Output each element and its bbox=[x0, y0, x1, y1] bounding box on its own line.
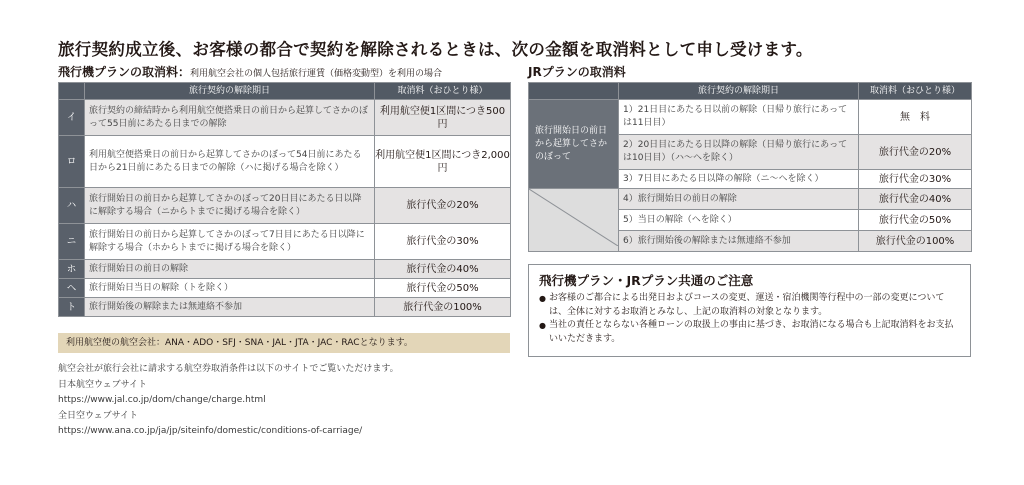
table-row bbox=[59, 224, 511, 260]
jr-header-blank bbox=[529, 83, 619, 100]
row-condition: 旅行開始日の前日から起算してさかのぼって7日目にあたる日以降に解除する場合（ホからトまでに掲げる場合を除く） bbox=[85, 224, 375, 260]
caution-item bbox=[539, 319, 960, 346]
row-fee: 旅行代金の100% bbox=[375, 298, 511, 317]
jr-header-fee: 取消料（おひとり様） bbox=[859, 83, 972, 100]
notes-intro: 航空会社が旅行会社に請求する航空券取消条件は以下のサイトでご覧いただけます。 bbox=[58, 364, 399, 374]
air-cancel-table bbox=[58, 82, 511, 317]
row-condition: 6）旅行開始後の解除または無連絡不参加 bbox=[619, 231, 859, 252]
jal-site-label: 日本航空ウェブサイト bbox=[58, 379, 148, 390]
table-row bbox=[59, 260, 511, 279]
air-header-mark bbox=[59, 83, 85, 100]
row-fee: 旅行代金の40% bbox=[859, 189, 972, 210]
row-condition: 2）20日目にあたる日以降の解除（日帰り旅行にあっては10日目）（ハ〜ヘを除く） bbox=[619, 135, 859, 170]
row-fee: 利用航空便1区間につき2,000円 bbox=[375, 136, 511, 188]
air-table-header bbox=[59, 83, 511, 100]
row-mark: イ bbox=[59, 100, 85, 136]
row-condition: 旅行開始日当日の解除（トを除く） bbox=[85, 279, 375, 298]
airline-links-notes bbox=[58, 362, 399, 440]
caution-text: 当社の責任とならない各種ローンの取扱上の事由に基づき、お取消になる場合も上記取消料をお支払いいただきます。 bbox=[549, 320, 954, 344]
table-row bbox=[59, 136, 511, 188]
table-row bbox=[59, 100, 511, 136]
table-row bbox=[59, 298, 511, 317]
row-fee: 無 料 bbox=[859, 100, 972, 135]
row-mark: ハ bbox=[59, 188, 85, 224]
table-row bbox=[529, 100, 972, 135]
bullet-icon: ● bbox=[539, 321, 546, 330]
row-fee: 旅行代金の30% bbox=[375, 224, 511, 260]
row-condition: 4）旅行開始日の前日の解除 bbox=[619, 189, 859, 210]
row-fee: 旅行代金の100% bbox=[859, 231, 972, 252]
jr-plan-title: JRプランの取消料 bbox=[528, 65, 626, 79]
airlines-note: 利用航空便の航空会社：ANA・ADO・SFJ・SNA・JAL・JTA・JAC・RACとなります。 bbox=[58, 333, 510, 353]
jr-period-label: 旅行開始日の前日から起算してさかのぼって bbox=[529, 100, 619, 189]
row-fee: 旅行代金の40% bbox=[375, 260, 511, 279]
air-plan-title-main: 飛行機プランの取消料： bbox=[58, 65, 191, 79]
row-mark: ヘ bbox=[59, 279, 85, 298]
ana-site-label: 全日空ウェブサイト bbox=[58, 410, 139, 421]
row-condition: 1）21日目にあたる日以前の解除（日帰り旅行にあっては11日目） bbox=[619, 100, 859, 135]
row-condition: 旅行開始日の前日から起算してさかのぼって20日目にあたる日以降に解除する場合（ニからトまでに掲げる場合を除く） bbox=[85, 188, 375, 224]
caution-title: 飛行機プラン・JRプラン共通のご注意 bbox=[539, 273, 754, 288]
row-fee: 旅行代金の50% bbox=[375, 279, 511, 298]
row-condition: 利用航空便搭乗日の前日から起算してさかのぼって54日前にあたる日から21日前にあたる日までの解除（ハに掲げる場合を除く） bbox=[85, 136, 375, 188]
jal-site-url[interactable]: https://www.jal.co.jp/dom/change/charge.html bbox=[58, 395, 266, 405]
row-condition: 旅行契約の締結時から利用航空便搭乗日の前日から起算してさかのぼって55日前にあたる日までの解除 bbox=[85, 100, 375, 136]
row-mark: ニ bbox=[59, 224, 85, 260]
row-fee: 旅行代金の20% bbox=[375, 188, 511, 224]
row-mark: ホ bbox=[59, 260, 85, 279]
air-plan-title bbox=[58, 63, 442, 80]
row-condition: 5）当日の解除（ヘを除く） bbox=[619, 210, 859, 231]
row-mark: ト bbox=[59, 298, 85, 317]
caution-text: お客様のご都合による出発日およびコースの変更、運送・宿泊機関等行程中の一部の変更については、全体に対するお取消とみなし、上記の取消料の対象となります。 bbox=[549, 293, 945, 317]
row-condition: 旅行開始後の解除または無連絡不参加 bbox=[85, 298, 375, 317]
jr-cancel-table bbox=[528, 82, 972, 252]
air-header-fee: 取消料（おひとり様） bbox=[375, 83, 511, 100]
row-condition: 旅行開始日の前日の解除 bbox=[85, 260, 375, 279]
row-fee: 旅行代金の50% bbox=[859, 210, 972, 231]
diagonal-line bbox=[529, 189, 618, 246]
jr-table-header bbox=[529, 83, 972, 100]
table-row bbox=[59, 279, 511, 298]
air-plan-subtitle: 利用航空会社の個人包括旅行運賃（価格変動型）を利用の場合 bbox=[190, 69, 443, 79]
row-mark: ロ bbox=[59, 136, 85, 188]
caution-item bbox=[539, 292, 960, 319]
table-row bbox=[59, 188, 511, 224]
diagonal-cell bbox=[529, 189, 619, 252]
row-fee: 利用航空便1区間につき500円 bbox=[375, 100, 511, 136]
row-fee: 旅行代金の30% bbox=[859, 170, 972, 189]
page-headline: 旅行契約成立後、お客様の都合で契約を解除されるときは、次の金額を取消料として申し受けます。 bbox=[58, 40, 813, 59]
ana-site-url[interactable]: https://www.ana.co.jp/ja/jp/siteinfo/domestic/conditions-of-carriage/ bbox=[58, 426, 363, 436]
table-row bbox=[529, 189, 972, 210]
air-header-period: 旅行契約の解除期日 bbox=[85, 83, 375, 100]
row-condition: 3）7日目にあたる日以降の解除（ニ〜ヘを除く） bbox=[619, 170, 859, 189]
bullet-icon: ● bbox=[539, 294, 546, 303]
jr-header-period: 旅行契約の解除期日 bbox=[619, 83, 859, 100]
row-fee: 旅行代金の20% bbox=[859, 135, 972, 170]
caution-box bbox=[528, 264, 971, 357]
